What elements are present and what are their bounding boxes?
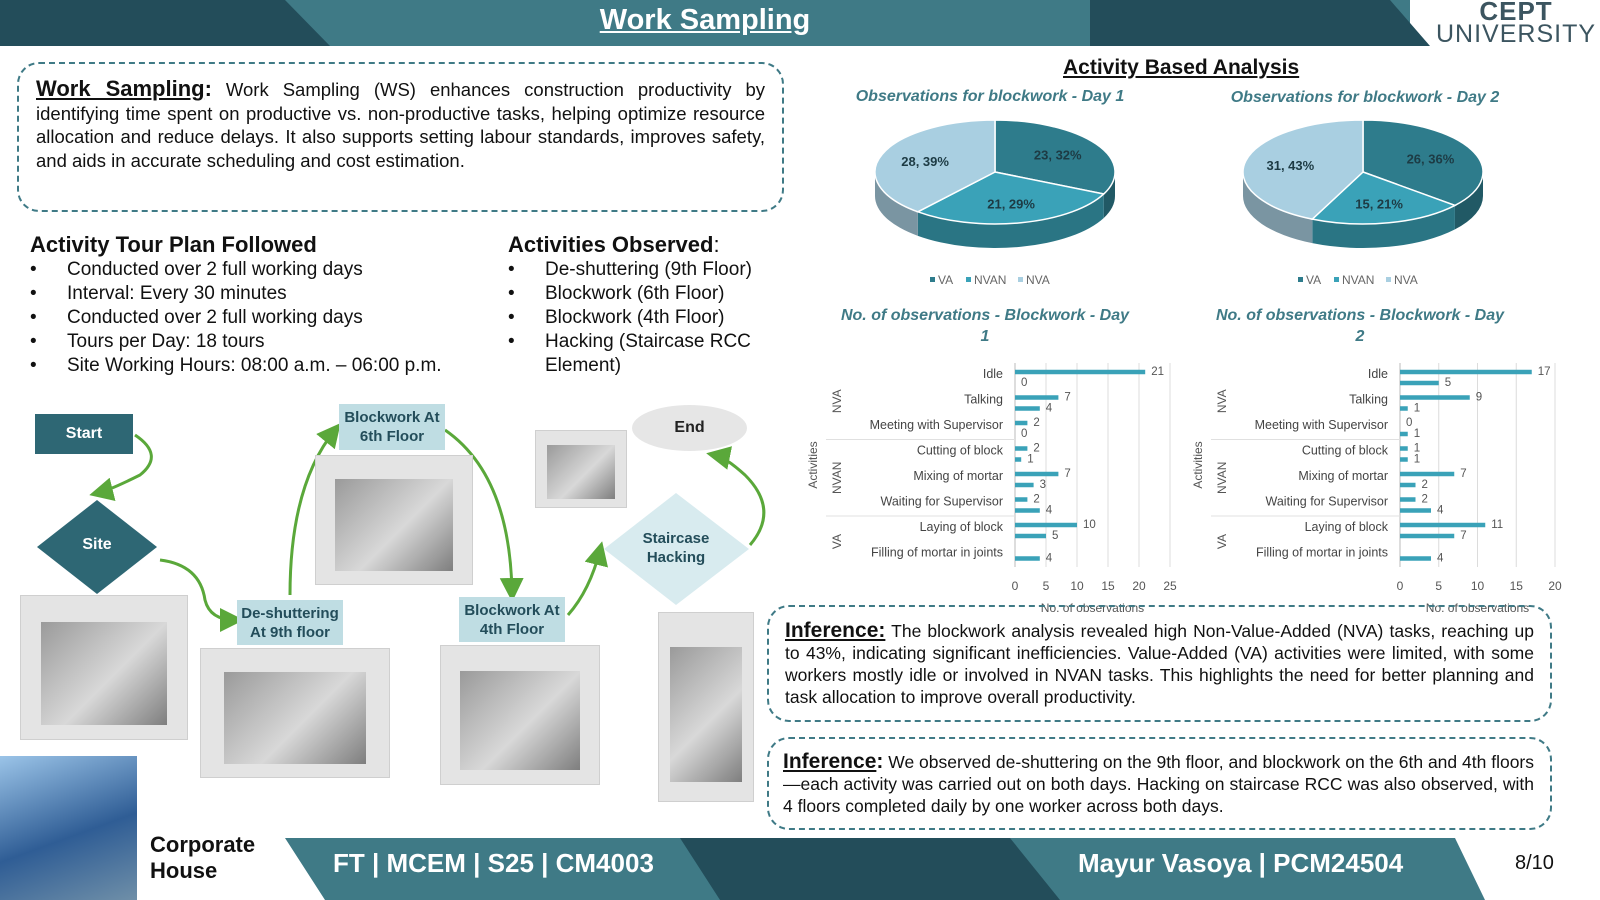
x-tick-label: 10 xyxy=(1470,579,1485,593)
bar xyxy=(1400,406,1408,411)
legend-entry: NVA xyxy=(1394,273,1418,287)
observed-heading xyxy=(508,232,720,258)
bar-data-label: 10 xyxy=(1083,518,1096,531)
x-tick-label: 15 xyxy=(1101,579,1115,593)
bar-data-label: 4 xyxy=(1437,504,1444,517)
bar-data-label: 17 xyxy=(1537,365,1551,378)
y-tick-label: Talking xyxy=(964,392,1003,407)
bar xyxy=(1400,483,1416,488)
bar-data-label: 7 xyxy=(1064,391,1071,404)
legend-entry: NVAN xyxy=(974,273,1007,287)
intro-lead: Work Sampling xyxy=(36,76,205,101)
legend-swatch xyxy=(1386,277,1391,282)
bar-data-label: 3 xyxy=(1039,478,1047,491)
bar xyxy=(1400,370,1532,375)
bar xyxy=(1400,457,1408,462)
flow-blockwork-4: Blockwork At 4th Floor xyxy=(459,597,565,642)
y-axis-label: Activities xyxy=(1191,441,1205,489)
bar-data-label: 2 xyxy=(1421,493,1428,506)
y-tick-label: Laying of block xyxy=(919,519,1003,534)
observed-colon: : xyxy=(713,232,720,257)
y-tick-label: Mixing of mortar xyxy=(1298,468,1388,483)
bar-chart-day2 xyxy=(1185,355,1565,615)
logo-line1: CEPT xyxy=(1479,0,1553,26)
pie-data-label: 31, 43% xyxy=(1266,158,1315,174)
footer-author: Mayur Vasoya | PCM24504 xyxy=(1078,848,1404,878)
y-axis-label: Activities xyxy=(806,441,820,489)
x-tick-label: 0 xyxy=(1396,579,1404,593)
bar-data-label: 4 xyxy=(1045,402,1053,415)
bar xyxy=(1015,483,1034,488)
footer-accent xyxy=(680,838,1060,900)
bar xyxy=(1015,508,1040,513)
bar xyxy=(1400,472,1454,477)
y-tick-label: Cutting of block xyxy=(916,443,1003,458)
flow-blockwork-6: Blockwork At 6th Floor xyxy=(339,404,445,450)
building-image-blockwork-4 xyxy=(440,645,600,785)
y-tick-label: Waiting for Supervisor xyxy=(1265,494,1388,509)
pie-data-label: 21, 29% xyxy=(987,196,1035,212)
flow-staircase xyxy=(604,493,749,605)
list-item: • Tours per Day: 18 tours xyxy=(30,330,490,354)
legend-entry: VA xyxy=(938,273,954,287)
bar xyxy=(1400,446,1408,451)
x-tick-label: 5 xyxy=(1042,579,1050,593)
bar-data-label: 1 xyxy=(1413,442,1421,455)
analysis-heading: Activity Based Analysis xyxy=(1063,56,1300,79)
y-tick-label: Idle xyxy=(982,366,1003,381)
bar-data-label: 7 xyxy=(1460,529,1467,542)
bar-chart-day1 xyxy=(800,355,1180,615)
x-axis-label: No. of observations xyxy=(1040,601,1145,615)
pie2-title: Observations for blockwork - Day 2 xyxy=(1230,89,1500,106)
flow-deshuttering: De-shuttering At 9th floor xyxy=(237,600,343,645)
x-tick-label: 5 xyxy=(1435,579,1443,593)
y-tick-label: Filling of mortar in joints xyxy=(1256,545,1388,560)
group-label: NVA xyxy=(1215,389,1229,414)
y-tick-label: Laying of block xyxy=(1304,519,1388,534)
bar-data-label: 5 xyxy=(1052,529,1059,542)
inference2-lead: Inference xyxy=(783,750,877,773)
bar xyxy=(1015,534,1046,539)
y-tick-label: Idle xyxy=(1367,366,1388,381)
bar xyxy=(1015,497,1027,502)
flow-start: Start xyxy=(35,414,133,454)
tour-plan-heading: Activity Tour Plan Followed xyxy=(30,232,317,257)
bar-data-label: 1 xyxy=(1027,453,1034,466)
x-tick-label: 25 xyxy=(1163,579,1177,593)
bar-data-label: 21 xyxy=(1151,365,1164,378)
x-tick-label: 0 xyxy=(1011,579,1019,593)
inference1-text xyxy=(785,620,1534,708)
bar xyxy=(1015,446,1027,451)
x-axis-label: No. of observations xyxy=(1425,601,1530,615)
bar xyxy=(1400,432,1408,437)
x-tick-label: 20 xyxy=(1548,579,1562,593)
building-image-blockwork-6 xyxy=(315,455,473,585)
inference1-lead: Inference: xyxy=(785,619,886,642)
legend-entry: VA xyxy=(1306,273,1322,287)
y-tick-label: Filling of mortar in joints xyxy=(871,545,1003,560)
bar xyxy=(1015,472,1058,477)
pie-data-label: 26, 36% xyxy=(1406,151,1455,167)
intro-colon: : xyxy=(204,76,212,101)
y-tick-label: Waiting for Supervisor xyxy=(880,494,1003,509)
list-item: • Blockwork (4th Floor) xyxy=(508,306,778,330)
group-label: VA xyxy=(830,533,844,550)
bar xyxy=(1400,523,1485,528)
pie-data-label: 15, 21% xyxy=(1355,196,1403,212)
logo-line2: UNIVERSITY xyxy=(1436,20,1597,48)
bar-data-label: 4 xyxy=(1045,552,1053,565)
bar-data-label: 2 xyxy=(1033,493,1040,506)
y-tick-label: Mixing of mortar xyxy=(913,468,1003,483)
bar xyxy=(1400,556,1431,561)
bar-data-label: 5 xyxy=(1444,376,1452,389)
observed-list xyxy=(508,258,778,378)
bar xyxy=(1400,497,1416,502)
bar xyxy=(1015,370,1145,375)
bar xyxy=(1015,457,1021,462)
bar-data-label: 0 xyxy=(1021,376,1028,389)
building-image-deshuttering xyxy=(200,648,390,778)
pie-chart-day2 xyxy=(1228,110,1498,295)
list-item: • Hacking (Staircase RCC Element) xyxy=(508,330,778,378)
list-item: • Blockwork (6th Floor) xyxy=(508,282,778,306)
pie-data-label: 28, 39% xyxy=(901,153,949,169)
cept-logo xyxy=(1436,0,1596,46)
legend-swatch xyxy=(930,277,935,282)
inference2-colon: : xyxy=(876,750,884,773)
list-item: • Interval: Every 30 minutes xyxy=(30,282,490,306)
bar-data-label: 11 xyxy=(1491,518,1504,531)
group-label: VA xyxy=(1215,533,1229,550)
bar-data-label: 2 xyxy=(1033,442,1040,455)
bar xyxy=(1015,556,1040,561)
x-tick-label: 10 xyxy=(1070,579,1084,593)
y-tick-label: Meeting with Supervisor xyxy=(1254,417,1388,432)
building-image-site xyxy=(20,595,188,740)
bar-data-label: 7 xyxy=(1460,467,1467,480)
inference2-body: We observed de-shuttering on the 9th floor, and blockwork on the 6th and 4th floors—each activity was carried out on both days. Hacking on staircase RCC was also observed, with 4 floors completed daily by one worker across both days. xyxy=(783,752,1534,816)
legend-swatch xyxy=(1018,277,1023,282)
observed-heading-text: Activities Observed xyxy=(508,232,714,257)
list-item: • Conducted over 2 full working days xyxy=(30,258,490,282)
flow-site xyxy=(37,500,157,594)
bar2-title: No. of observations - Blockwork - Day 2 xyxy=(1215,307,1505,345)
bar-data-label: 4 xyxy=(1437,552,1444,565)
bar-data-label: 7 xyxy=(1064,467,1071,480)
page-title: Work Sampling xyxy=(599,4,811,36)
inference2-text xyxy=(783,751,1534,817)
inference1-body: The blockwork analysis revealed high Non-Value-Added (NVA) tasks, reaching up to 43%, indicating significant inefficiencies. Value-Added (VA) activities were limited, with some workers mostly idle or involved in NVAN tasks. This highlights the need for better planning and task allocation to improve overall productivity. xyxy=(785,621,1534,707)
bar-data-label: 0 xyxy=(1021,427,1028,440)
intro-body: Work Sampling (WS) enhances construction productivity by identifying time spent on productive vs. non-productive tasks, helping optimize resource allocation and reduce delays. It also supports setting labour standards, improves safety, and aids in accurate scheduling and cost estimation. xyxy=(36,79,765,171)
bar-data-label: 2 xyxy=(1421,478,1428,491)
x-tick-label: 15 xyxy=(1509,579,1523,593)
flow-site-label: Site xyxy=(82,536,112,553)
bar xyxy=(1400,508,1431,513)
intro-text xyxy=(36,77,765,172)
pie-chart-day1 xyxy=(860,110,1130,295)
bar xyxy=(1015,406,1040,411)
bar-data-label: 1 xyxy=(1413,453,1421,466)
y-tick-label: Meeting with Supervisor xyxy=(869,417,1003,432)
tour-plan-list xyxy=(30,258,490,378)
legend-swatch xyxy=(966,277,971,282)
staircase-image xyxy=(658,612,754,802)
bar-data-label: 0 xyxy=(1406,416,1413,429)
bar1-title: No. of observations - Blockwork - Day 1 xyxy=(840,307,1130,345)
bar-data-label: 4 xyxy=(1045,504,1053,517)
footer-course: FT | MCEM | S25 | CM4003 xyxy=(333,848,654,878)
pie1-title: Observations for blockwork - Day 1 xyxy=(855,88,1125,105)
page-number: 8/10 xyxy=(1515,852,1554,874)
group-label: NVA xyxy=(830,389,844,414)
y-tick-label: Cutting of block xyxy=(1301,443,1388,458)
list-item: • De-shuttering (9th Floor) xyxy=(508,258,778,282)
bar-data-label: 1 xyxy=(1413,427,1421,440)
y-tick-label: Talking xyxy=(1349,392,1388,407)
group-label: NVAN xyxy=(830,461,844,494)
bar xyxy=(1400,534,1454,539)
flow-end: End xyxy=(632,405,747,451)
bar xyxy=(1400,395,1470,400)
legend-entry: NVA xyxy=(1026,273,1050,287)
corporate-house-label: Corporate House xyxy=(150,832,256,883)
bar-data-label: 1 xyxy=(1413,402,1421,415)
bar-data-label: 9 xyxy=(1475,391,1483,404)
x-tick-label: 20 xyxy=(1132,579,1146,593)
group-label: NVAN xyxy=(1215,461,1229,494)
pie-data-label: 23, 32% xyxy=(1033,147,1082,163)
legend-swatch xyxy=(1298,277,1303,282)
bar xyxy=(1400,381,1439,386)
corporate-house-photo xyxy=(0,756,137,900)
list-item: • Conducted over 2 full working days xyxy=(30,306,490,330)
bar xyxy=(1015,421,1027,426)
flow-staircase-label: Staircase Hacking xyxy=(642,530,710,566)
bar-data-label: 2 xyxy=(1033,416,1040,429)
legend-entry: NVAN xyxy=(1342,273,1375,287)
bar xyxy=(1015,523,1077,528)
legend-swatch xyxy=(1334,277,1339,282)
list-item: • Site Working Hours: 08:00 a.m. – 06:00 p.m. xyxy=(30,354,490,378)
building-image-end xyxy=(535,430,627,508)
bar xyxy=(1015,395,1058,400)
